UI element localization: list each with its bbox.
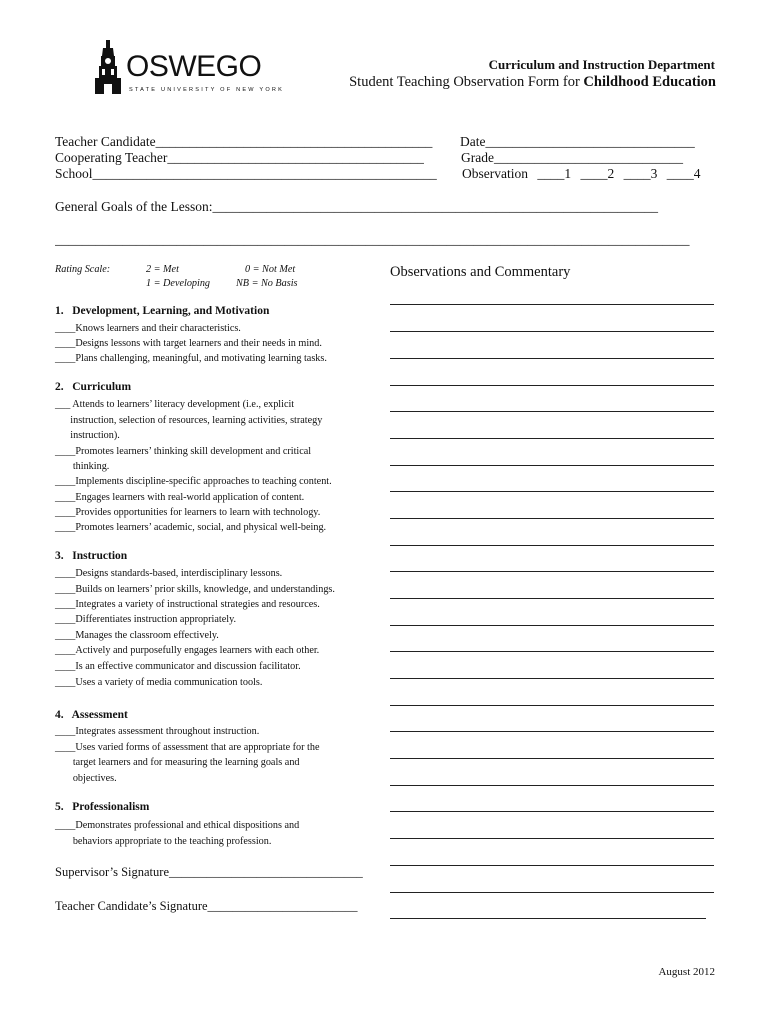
observation-line[interactable] — [390, 465, 714, 466]
observation-line[interactable] — [390, 731, 714, 732]
list-item: ____Provides opportunities for learners to learn with technology. — [55, 507, 321, 518]
oswego-logo — [92, 40, 285, 96]
list-item: ____Builds on learners’ prior skills, knowledge, and understandings. — [55, 584, 335, 595]
list-item: ____Designs lessons with target learners and their needs in mind. — [55, 338, 322, 349]
observation-line[interactable] — [390, 491, 714, 492]
observation-line[interactable] — [390, 571, 714, 572]
observation-line[interactable] — [390, 758, 714, 759]
list-item: instruction, selection of resources, learning activities, strategy — [55, 415, 323, 426]
list-item: ____Differentiates instruction appropriately. — [55, 614, 237, 625]
observation-line[interactable] — [390, 678, 714, 679]
observation-line[interactable] — [390, 838, 714, 839]
list-item: behaviors appropriate to the teaching profession. — [55, 836, 272, 847]
rating-developing: 1 = Developing — [146, 278, 211, 289]
list-item: ____Manages the classroom effectively. — [55, 630, 219, 641]
date-field[interactable]: Date_______________________________ — [460, 134, 695, 149]
grade-field[interactable]: Grade____________________________ — [461, 150, 683, 165]
logo-subtitle: STATE UNIVERSITY OF NEW YORK — [129, 87, 285, 93]
list-item: ____Actively and purposefully engages learners with each other. — [55, 645, 320, 656]
list-item: ____Integrates a variety of instructional strategies and resources. — [55, 599, 320, 610]
rating-scale-label: Rating Scale: — [55, 264, 111, 275]
list-item: target learners and for measuring the learning goals and — [55, 757, 300, 768]
list-item: ____Engages learners with real-world application of content. — [55, 492, 305, 503]
observation-line[interactable] — [390, 518, 714, 519]
section-professionalism-title: 5. Professionalism — [55, 801, 150, 813]
footer-date: August 2012 — [658, 966, 715, 978]
list-item: ____Implements discipline-specific approaches to teaching content. — [55, 476, 332, 487]
logo-wordmark: OSWEGO — [126, 50, 262, 83]
section-development-title: 1. Development, Learning, and Motivation — [55, 305, 270, 317]
section-curriculum-title: 2. Curriculum — [55, 381, 132, 393]
list-item: ____Designs standards-based, interdisciplinary lessons. — [55, 568, 283, 579]
list-item: thinking. — [55, 461, 110, 472]
clock-tower-icon — [92, 40, 126, 96]
observation-line[interactable] — [390, 545, 714, 546]
observation-line[interactable] — [390, 438, 714, 439]
list-item: objectives. — [55, 773, 117, 784]
candidate-signature-field[interactable]: Teacher Candidate’s Signature________________________ — [55, 899, 358, 913]
list-item: ____Promotes learners’ thinking skill development and critical — [55, 446, 312, 457]
observation-line[interactable] — [390, 385, 714, 386]
observation-line[interactable] — [390, 411, 714, 412]
rating-met: 2 = Met — [146, 264, 179, 275]
observation-line[interactable] — [390, 358, 714, 359]
form-title-program: Childhood Education — [583, 74, 716, 90]
supervisor-signature-field[interactable]: Supervisor’s Signature_______________________________ — [55, 865, 363, 879]
section-assessment-title: 4. Assessment — [55, 709, 128, 721]
form-title-prefix: Student Teaching Observation Form for — [349, 74, 584, 90]
list-item: ____Integrates assessment throughout instruction. — [55, 726, 260, 737]
teacher-candidate-field[interactable]: Teacher Candidate_________________________________________ — [55, 134, 433, 149]
observation-line[interactable] — [390, 598, 714, 599]
list-item: instruction). — [55, 430, 120, 441]
rating-no-basis: NB = No Basis — [236, 278, 298, 289]
observation-line[interactable] — [390, 331, 714, 332]
observation-line[interactable] — [390, 625, 714, 626]
observations-title: Observations and Commentary — [390, 264, 571, 280]
list-item: ____Demonstrates professional and ethical dispositions and — [55, 820, 300, 831]
list-item: ___ Attends to learners’ literacy development (i.e., explicit — [55, 399, 295, 410]
list-item: ____Uses a variety of media communication tools. — [55, 677, 263, 688]
list-item: ____Is an effective communicator and discussion facilitator. — [55, 661, 301, 672]
rating-not-met: 0 = Not Met — [245, 264, 296, 275]
list-item: ____Plans challenging, meaningful, and motivating learning tasks. — [55, 353, 327, 364]
observation-line[interactable] — [390, 811, 714, 812]
observation-line[interactable] — [390, 865, 714, 866]
form-title — [349, 74, 716, 91]
list-item: ____Knows learners and their characteristics. — [55, 323, 241, 334]
school-field[interactable]: School___________________________________________________ — [55, 166, 437, 181]
department-title: Curriculum and Instruction Department — [488, 57, 715, 72]
general-goals-field[interactable]: General Goals of the Lesson:__________________________________________________________________ — [55, 199, 658, 214]
observation-line[interactable] — [390, 892, 714, 893]
cooperating-teacher-field[interactable]: Cooperating Teacher______________________________________ — [55, 150, 424, 165]
list-item: ____Promotes learners’ academic, social, and physical well-being. — [55, 522, 327, 533]
observation-line[interactable] — [390, 918, 706, 919]
observation-number-field[interactable]: Observation ____1 ____2 ____3 ____4 — [462, 166, 701, 181]
observation-line[interactable] — [390, 785, 714, 786]
list-item: ____Uses varied forms of assessment that are appropriate for the — [55, 742, 320, 753]
general-goals-line-2[interactable]: ______________________________________________________________________________________________ — [55, 232, 690, 247]
section-instruction-title: 3. Instruction — [55, 550, 128, 562]
observation-line[interactable] — [390, 705, 714, 706]
observation-line[interactable] — [390, 304, 714, 305]
observation-line[interactable] — [390, 651, 714, 652]
